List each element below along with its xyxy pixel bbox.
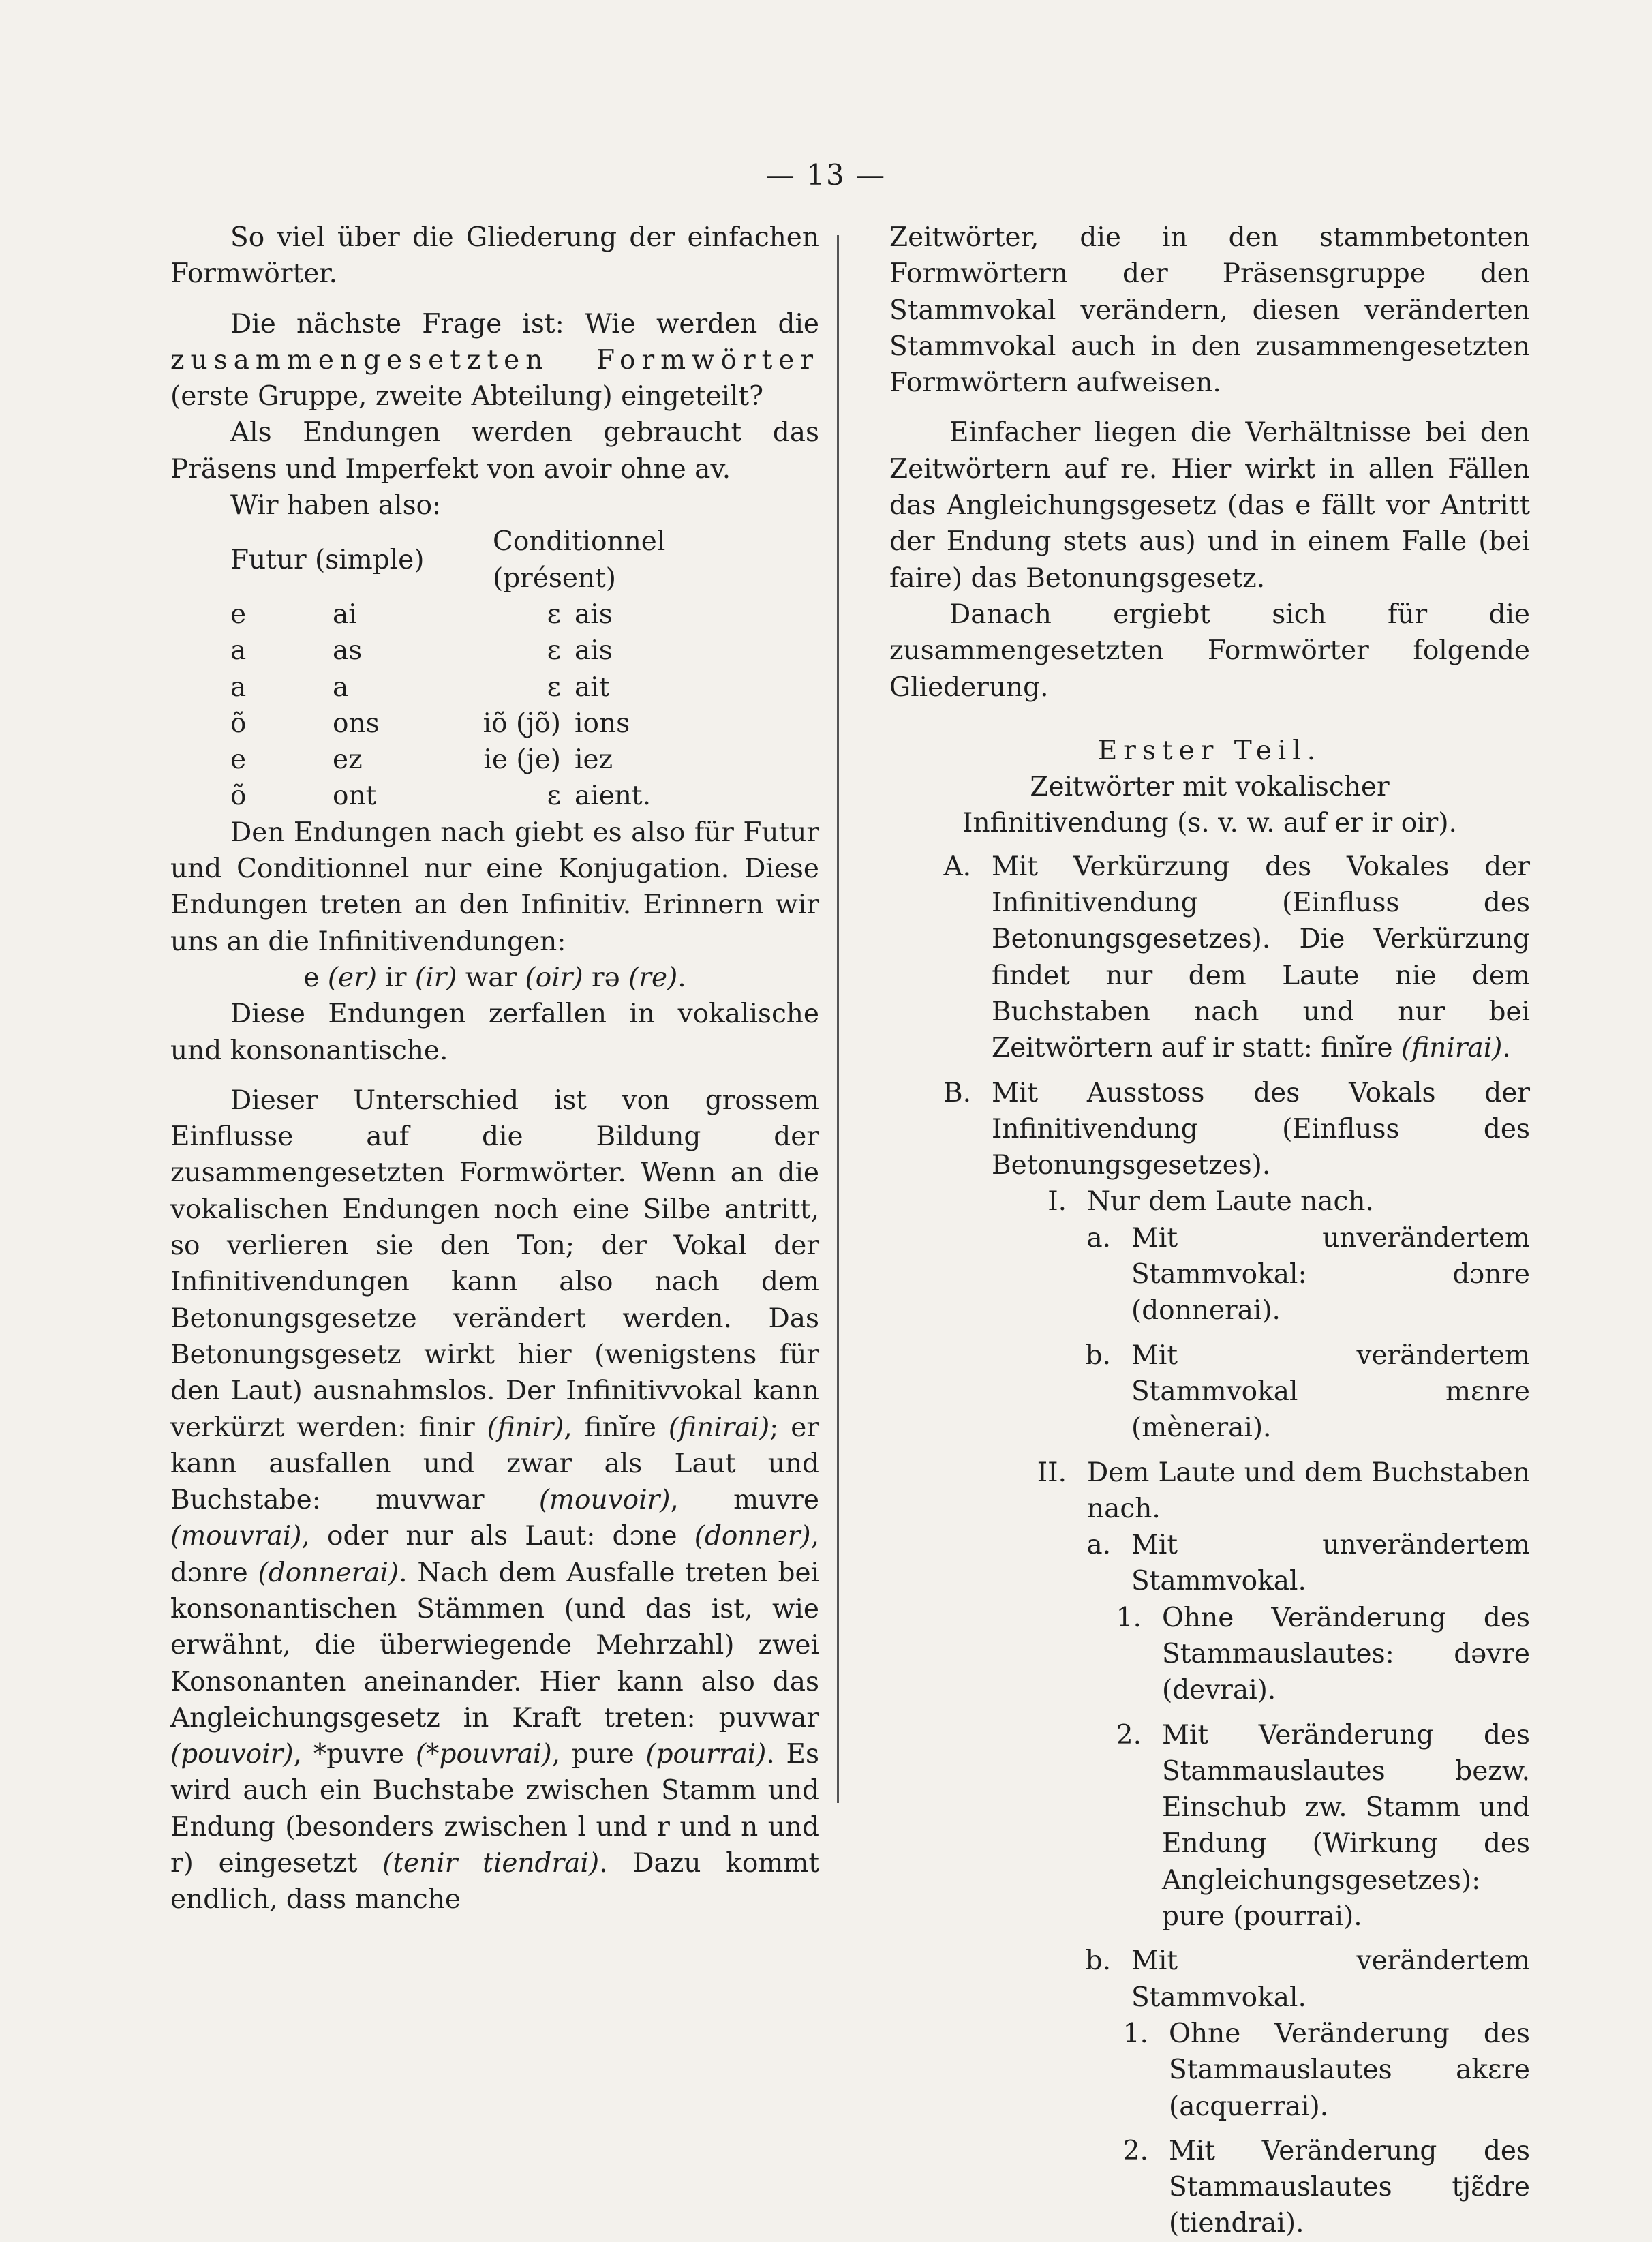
text: Dieser Unterschied ist von grossem Einflusse auf die Bildung der zusammengesetzten Formwörter. Wenn an die vokalischen Endungen noch eine Silbe antritt, so verlieren sie den Ton; der Vokal der Infinitivendungen kann also nach dem Betonungsgesetze verändert werden. Das Betonungsgesetz wirkt hier (wenigstens für den Laut) ausnahmslos. Der Infinitivvokal kann verkürzt werden: finir [170,1085,819,1443]
list-item [1050,1337,1530,1446]
table-row [170,596,752,633]
list-item [1087,1717,1530,1935]
italic-text: (*pouvrai) [415,1739,552,1770]
list-text: Mit Veränderung des Stammauslautes tjɛ̃dre (tiendrai). [1169,2135,1530,2239]
table-cell: as [333,635,363,667]
list-item [1050,1943,1530,2016]
table-cell: ɛ [547,671,561,703]
table-cell: iõ (jõ) [483,708,561,739]
list-item [1050,1527,1530,1600]
endings-line [170,960,819,996]
italic-text: (finirai) [1401,1033,1503,1064]
table-cell: ɛ [547,599,561,630]
list-label: b. [1085,1945,1111,1977]
table-cell: a [230,671,247,703]
paragraph [170,306,819,415]
table-cell: e [230,744,247,776]
list-item [1094,2133,1530,2242]
table-header-row [170,524,752,596]
italic-text: (pouvoir) [170,1739,294,1770]
table-cell: a [230,635,247,667]
table-cell: ɛ [547,635,561,667]
table-row [170,778,752,814]
section-subheading: Zeitwörter mit vokalischer Infinitivendung (s. v. w. auf er ir oir). [962,772,1457,839]
italic-text: (er) [327,962,377,993]
right-column [889,219,1530,2242]
text: . Nach dem Ausfalle treten bei konsonantischen Stämmen (und das ist, wie erwähnt, die überwiegende Mehrzahl) zwei Konsonanten aneinander. Hier kann also das Angleichungsgesetz in Kraft treten: puvwar [170,1557,820,1733]
text: e [303,962,328,993]
list-label: 2. [1122,2135,1148,2166]
paragraph: Den Endungen nach giebt es also für Futur und Conditionnel nur eine Konjugation. Diese Endungen treten an den Infinitiv. Erinnern wir uns an die Infinitivendungen: [170,817,819,957]
table-cell: ais [575,635,613,667]
list-text: Mit unverändertem Stammvokal. [1131,1530,1530,1597]
table-cell: ie (je) [483,744,561,776]
list-item [1087,1600,1530,1709]
italic-text: (finirai) [668,1412,770,1443]
text: . Dazu kommt endlich, dass manche [170,1848,820,1915]
text: , *puvre [293,1739,416,1770]
paragraph: So viel über die Gliederung der einfachen Formwörter. [170,222,819,290]
spaced-text: zusammengesetzten Formwörter [170,344,819,376]
list-label: b. [1085,1339,1111,1371]
paragraph: Diese Endungen zerfallen in vokalische und konsonantische. [170,999,819,1066]
table-cell: ez [333,744,363,776]
list-text: Mit unverändertem Stammvokal: dɔnre (donnerai). [1131,1222,1530,1327]
list-label: 1. [1116,1602,1142,1633]
paragraph: Wir haben also: [230,490,442,521]
italic-text: (re) [628,962,678,993]
text: . Es wird auch ein Buchstabe zwischen Stamm und Endung (besonders zwischen l und r und n und r) eingesetzt [170,1739,819,1879]
table-row [170,742,752,778]
italic-text: (mouvrai) [170,1521,302,1552]
list-label: a. [1086,1222,1111,1254]
italic-text: (donner) [694,1521,811,1552]
section-heading: Erster Teil. [1097,735,1322,766]
italic-text: (oir) [525,962,583,993]
italic-text: (ir) [414,962,457,993]
paragraph: Zeitwörter, die in den stammbetonten Formwörtern der Präsensgruppe den Stammvokal verändern, diesen veränderten Stammvokal auch in den zusammengesetzten Formwörtern aufweisen. [889,222,1530,399]
list-text: Mit verändertem Stammvokal mɛnre (mènerai). [1131,1339,1530,1444]
table-cell: e [230,599,247,630]
list-label: B. [943,1077,971,1108]
list-item [971,1455,1530,1528]
list-item [1050,1220,1530,1329]
table-cell: ions [575,708,630,739]
text: ; er kann ausfallen und zwar als Laut und Buchstabe: muvwar [170,1412,819,1516]
table-cell: ais [575,599,613,630]
table-header: Conditionnel (présent) [493,526,666,594]
text: Mit Verkürzung des Vokales der Infinitivendung (Einfluss des Betonungsgesetzes). Die Verkürzung findet nur dem Laute nie dem Buchstaben nach und nur bei Zeitwörtern auf ir statt: finĭre [992,851,1530,1064]
text: , pure [551,1739,646,1770]
table-cell: a [333,671,349,703]
left-column [170,219,819,1918]
italic-text: (finir) [487,1412,564,1443]
table-header: Futur (simple) [230,545,425,576]
table-row [170,633,752,669]
table-cell: ɛ [547,781,561,812]
text: rə [583,962,629,993]
text: (erste Gruppe, zweite Abteilung) eingeteilt? [170,381,764,412]
text: , oder nur als Laut: dɔne [301,1521,694,1552]
list-text: Nur dem Laute nach. [1087,1186,1374,1217]
column-divider [837,235,839,1803]
table-cell: õ [230,781,247,812]
italic-text: (tenir tiendrai) [382,1848,600,1879]
italic-text: (pourrai) [645,1739,767,1770]
list-item [889,1075,1530,1184]
list-text: Ohne Veränderung des Stammauslautes: dəvre (devrai). [1162,1602,1530,1706]
text: . [1502,1033,1511,1064]
list-label: 2. [1116,1719,1142,1751]
list-text: Ohne Veränderung des Stammauslautes akɛre (acquerrai). [1169,2018,1530,2122]
list-label: II. [1037,1457,1067,1488]
paragraph: Danach ergiebt sich für die zusammengesetzten Formwörter folgende Gliederung. [889,599,1530,703]
list-item [889,849,1530,1067]
list-item [1094,2016,1530,2125]
text: war [457,962,525,993]
text: Die nächste Frage ist: Wie werden die [230,308,819,339]
list-text [992,849,1530,1067]
list-label: 1. [1122,2018,1148,2049]
page-number: — 13 — [765,158,887,192]
list-text: Dem Laute und dem Buchstaben nach. [1087,1457,1530,1524]
table-cell: ont [333,781,377,812]
endings-table [170,524,752,814]
table-row [170,669,752,706]
text: , dɔnre [170,1521,819,1588]
list-label: I. [1047,1186,1067,1217]
text: , finĭre [564,1412,669,1443]
list-label: A. [943,851,971,882]
table-cell: ait [575,671,610,703]
paragraph: Einfacher liegen die Verhältnisse bei den Zeitwörtern auf re. Hier wirkt in allen Fällen das Angleichungsgesetz (das e fällt vor Antritt der Endung stets aus) und in einem Falle (bei faire) das Betonungsgesetz. [889,417,1530,594]
table-cell: ai [333,599,357,630]
text: , muvre [670,1485,819,1516]
paragraph [170,1082,819,1918]
paragraph: Als Endungen werden gebraucht das Präsens und Imperfekt von avoir ohne av. [170,417,819,485]
list-label: a. [1086,1530,1111,1561]
table-cell: iez [575,744,613,776]
list-text: Mit Ausstoss des Vokals der Infinitivendung (Einfluss des Betonungsgesetzes). [992,1077,1530,1181]
outline-list [889,849,1530,2242]
table-cell: ons [333,708,380,739]
table-cell: aient. [575,781,651,812]
table-cell: õ [230,708,247,739]
list-item [971,1183,1530,1220]
italic-text: (mouvoir) [538,1485,671,1516]
list-text: Mit verändertem Stammvokal. [1131,1945,1530,2013]
list-text: Mit Veränderung des Stammauslautes bezw. Einschub zw. Stamm und Endung (Wirkung des Angleichungsgesetzes): pure (pourrai). [1162,1719,1530,1933]
text: ir [376,962,415,993]
text: . [677,962,686,993]
table-row [170,706,752,742]
italic-text: (donnerai) [258,1557,399,1588]
